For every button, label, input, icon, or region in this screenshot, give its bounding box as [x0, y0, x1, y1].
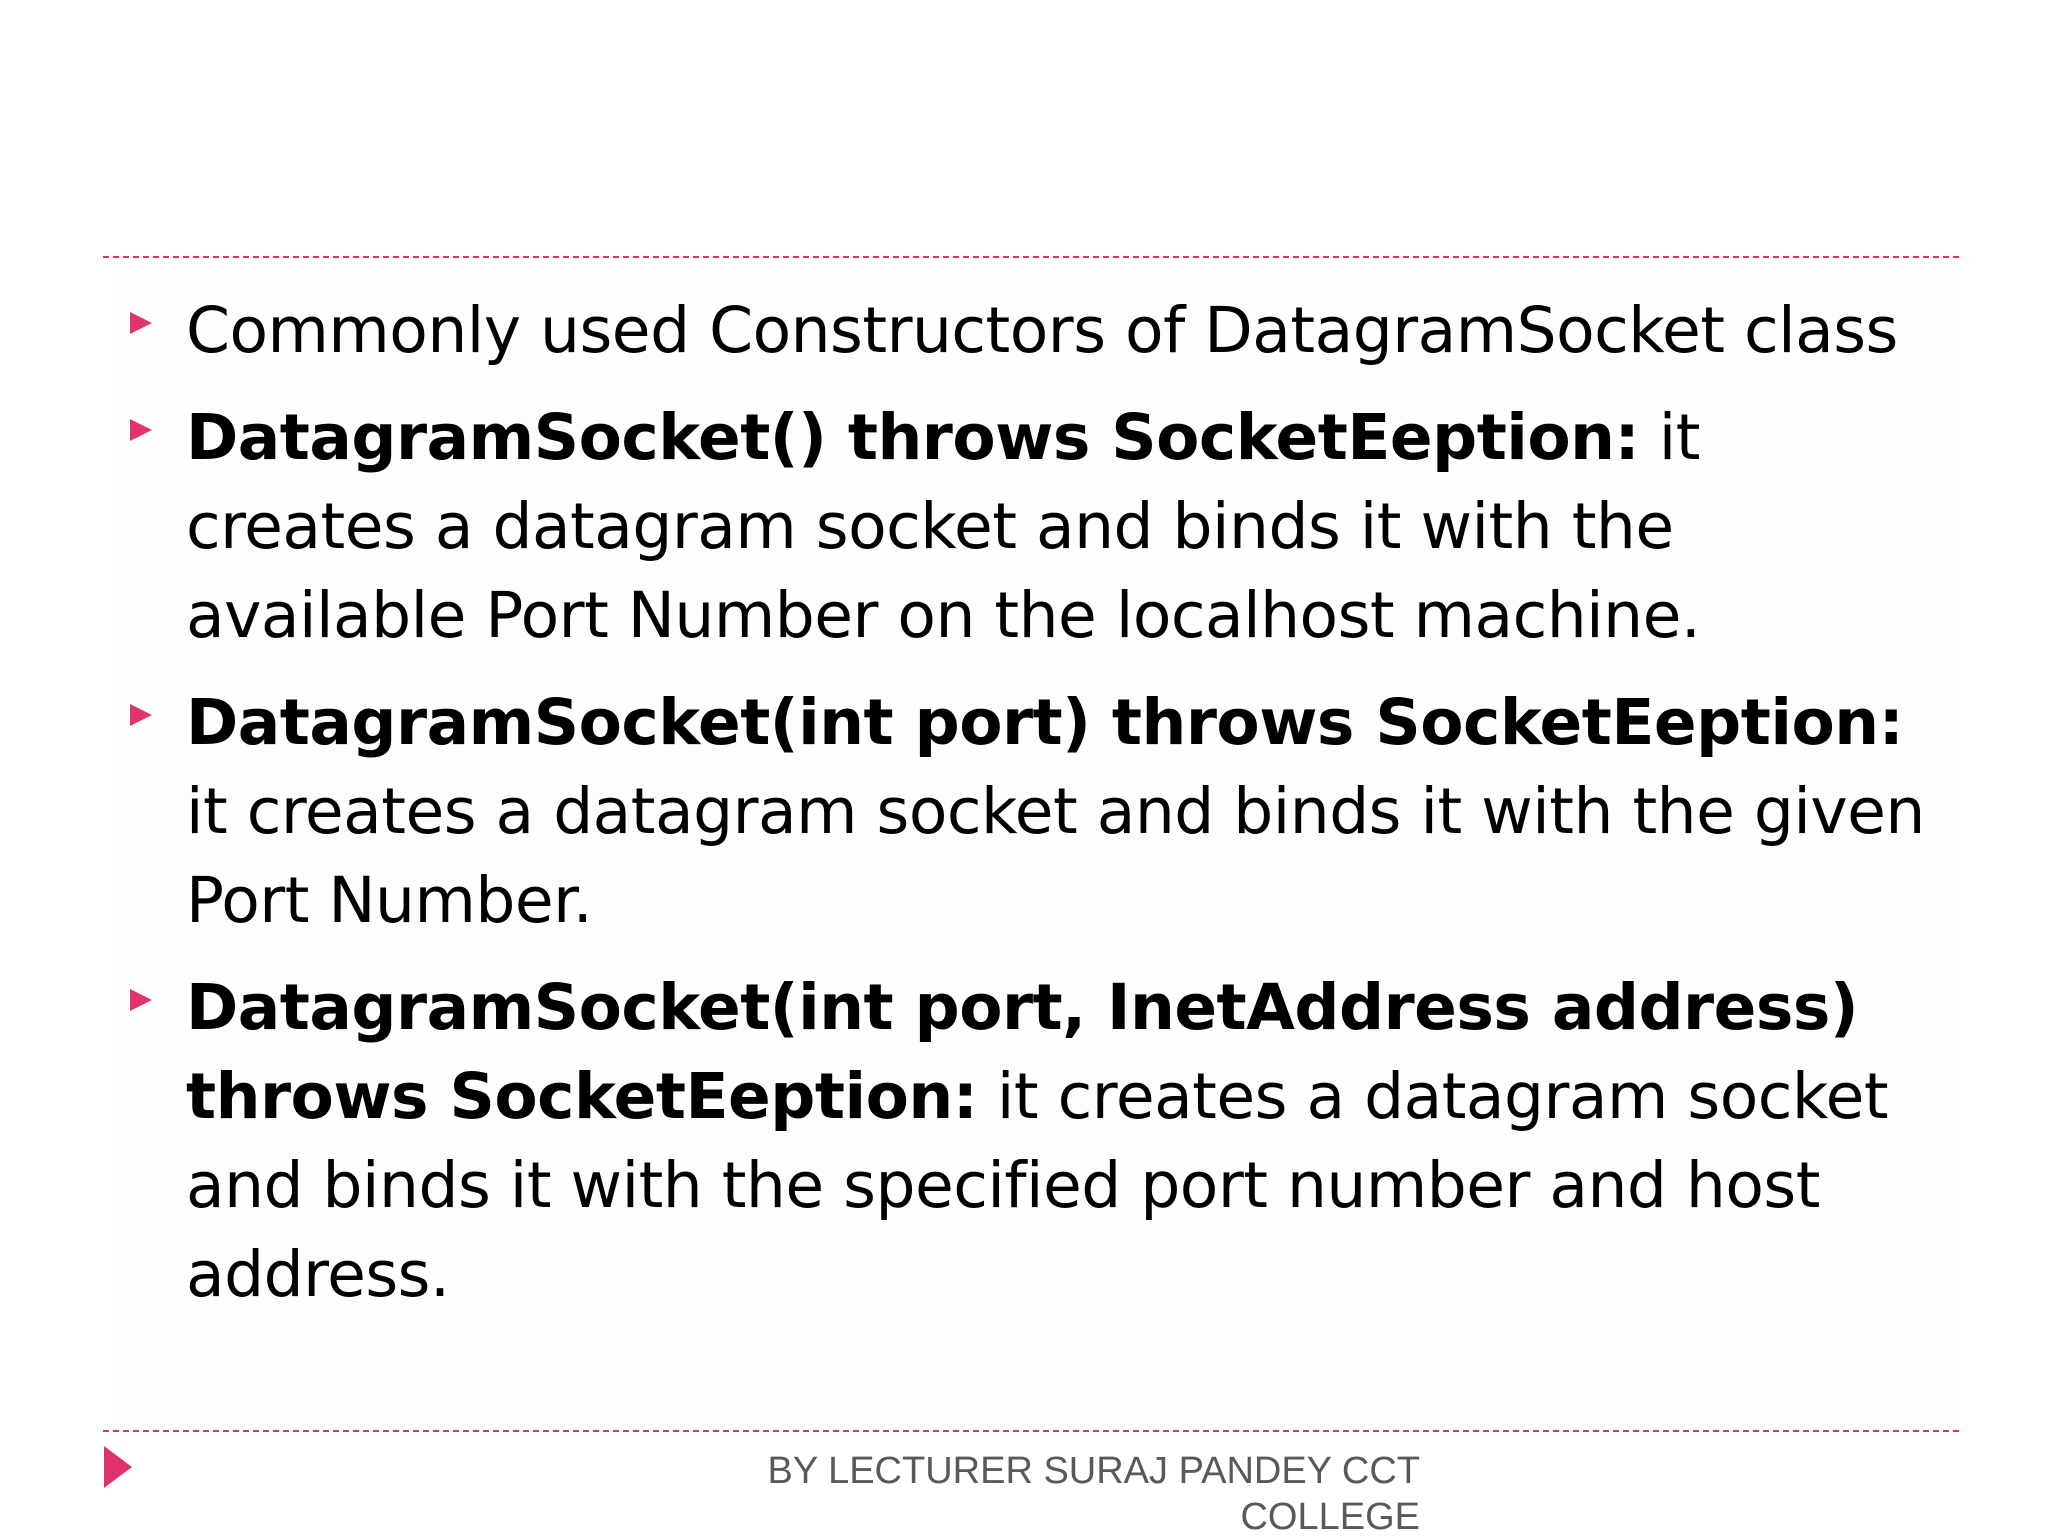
bottom-dashed-divider — [103, 1430, 1959, 1432]
bullet-item-default-constructor — [186, 393, 1936, 660]
footer-triangle-icon — [104, 1446, 132, 1488]
bullet-bold-text: DatagramSocket(int port, InetAddress address) throws SocketEeption: — [186, 971, 1859, 1133]
bullet-bold-text: DatagramSocket() throws SocketEeption: — [186, 401, 1640, 474]
footer-line-1: BY LECTURER SURAJ PANDEY CCT — [767, 1450, 1420, 1492]
triangle-bullet-icon — [130, 312, 152, 334]
bullet-list — [186, 286, 1936, 1337]
bullet-text: it creates a datagram socket and binds it with the specified port number and host address. — [186, 1060, 1889, 1311]
bullet-item-port-address-constructor — [186, 963, 1936, 1319]
bullet-text: it creates a datagram socket and binds it with the available Port Number on the localhost machine. — [186, 401, 1701, 652]
bullet-text: Commonly used Constructors of DatagramSocket class — [186, 294, 1898, 367]
footer-line-2: COLLEGE — [1240, 1496, 1420, 1538]
top-dashed-divider — [103, 256, 1959, 258]
footer-credit — [690, 1448, 1420, 1540]
bullet-bold-text: DatagramSocket(int port) throws SocketEeption: — [186, 686, 1904, 759]
triangle-bullet-icon — [130, 989, 152, 1011]
triangle-bullet-icon — [130, 419, 152, 441]
bullet-item-intro — [186, 286, 1936, 375]
bullet-text: it creates a datagram socket and binds it with the given Port Number. — [186, 775, 1925, 937]
triangle-bullet-icon — [130, 704, 152, 726]
bullet-item-port-constructor — [186, 678, 1936, 945]
